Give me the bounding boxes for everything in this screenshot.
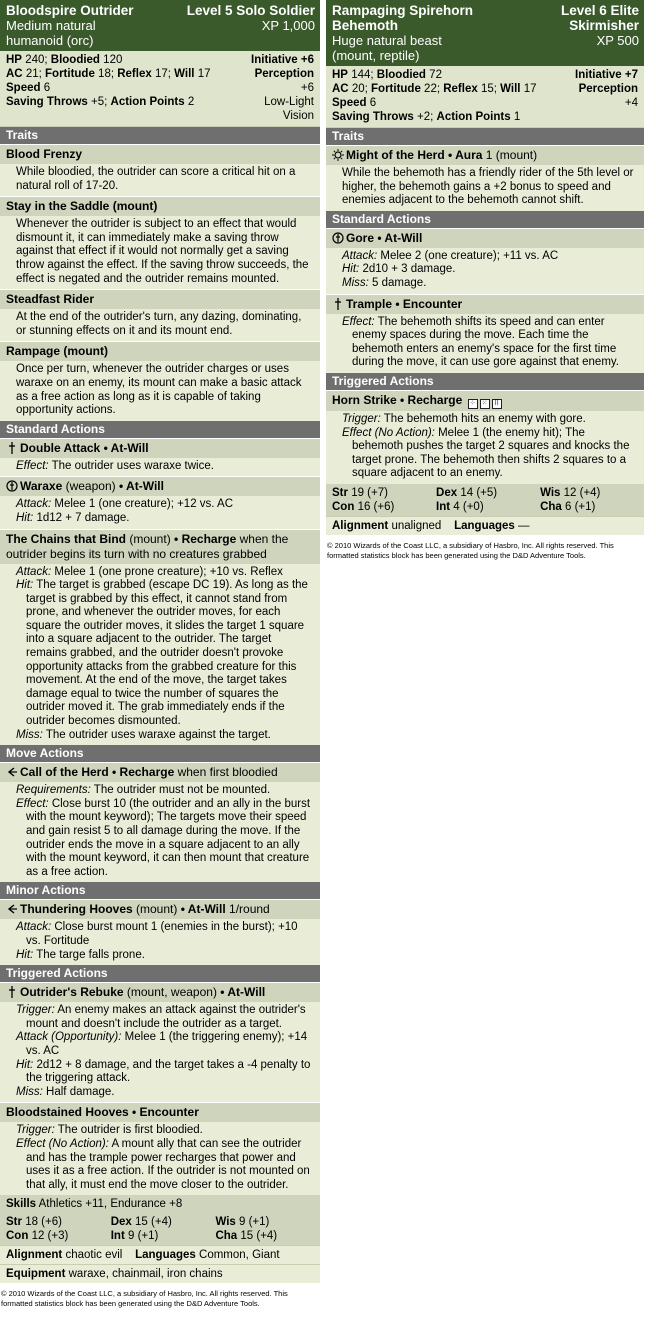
standard-actions-section: Standard Actions [326, 211, 644, 228]
speed: Speed 6 [6, 82, 51, 94]
melee-icon [332, 232, 344, 244]
ability-scores: Str 19 (+7) Dex 14 (+5) Wis 12 (+4) Con 16 (+6) Int 4 (+0) Cha 6 (+1) [326, 484, 644, 516]
initiative: Initiative +7 [575, 69, 638, 81]
trait-text: While bloodied, the outrider can score a critical hit on a natural roll of 17-20. [0, 164, 320, 196]
trait-might-of-the-herd: Might of the Herd • Aura 1 (mount) [326, 145, 644, 165]
perception-label: Perception [254, 68, 314, 80]
trait-name: Blood Frenzy [0, 144, 320, 164]
trait-name: Stay in the Saddle (mount) [0, 196, 320, 216]
perception-value: +6 [300, 82, 314, 94]
die-6-icon: ⠿ [492, 399, 502, 409]
perception-value: +4 [624, 97, 638, 109]
trait-text: Whenever the outrider is subject to an effect that would dismount it, it can immediately make a saving throw against that effect if it would not normally get a saving throw against the effect. If the saving throw succeeds, the effect is negated and the outrider remains mounted. [0, 216, 320, 289]
melee-basic-icon [6, 986, 18, 998]
melee-icon [6, 480, 18, 492]
outrider-stats [0, 51, 320, 127]
power-horn-strike: Horn Strike • Recharge ⁘ ⁙ ⠿ [326, 390, 644, 411]
trait-text: At the end of the outrider's turn, any dazing, dominating, or stunning effects on it and its mount end. [0, 309, 320, 341]
hp-line: HP 240; Bloodied 120 [6, 54, 123, 66]
skills-line: Skills Athletics +11, Endurance +8 [0, 1195, 320, 1213]
creature-role: Skirmisher [569, 18, 639, 33]
power-call-of-the-herd: Call of the Herd • Recharge when first bloodied [0, 762, 320, 782]
power-thundering-hooves: Thundering Hooves (mount) • At-Will 1/round [0, 899, 320, 919]
close-burst-icon [6, 903, 18, 915]
move-actions-section: Move Actions [0, 745, 320, 762]
aura-icon [332, 149, 344, 161]
creature-type: Huge natural beast [332, 33, 442, 48]
creature-name: Rampaging Spirehorn [332, 3, 474, 18]
power-double-attack: Double Attack • At-Will [0, 438, 320, 458]
die-5-icon: ⁙ [480, 399, 490, 409]
melee-basic-icon [6, 442, 18, 454]
triggered-actions-section: Triggered Actions [0, 965, 320, 982]
trait-text: While the behemoth has a friendly rider of the 5th level or higher, the behemoth gains a +2 bonus to speed and enemies adjacent to the behemoth cannot shift. [326, 165, 644, 211]
creature-name: Bloodspire Outrider [6, 3, 134, 18]
hp-line: HP 144; Bloodied 72 [332, 69, 442, 81]
close-burst-icon [6, 766, 18, 778]
trait-text: Once per turn, whenever the outrider charges or uses waraxe on an enemy, its mount can make a basic attack as a free action as long as it is capable of taking opportunity actions. [0, 361, 320, 420]
creature-type-line2: (mount, reptile) [332, 48, 420, 63]
outrider-header [0, 0, 320, 51]
speed: Speed 6 [332, 97, 377, 109]
initiative: Initiative +6 [251, 54, 314, 66]
outrider-stat-block: Bloodspire Outrider Level 5 Solo Soldier Medium natural XP 1,000 humanoid (orc) HP 240; Bloodied 120 Initiative +6 AC 21; Fortitude 18; Reflex 17; Will 17 Perception Speed 6 +6 Saving Throws +5; Action Points 2 Low-Light Vision Traits Blood Frenzy While bloodied, the outrider can score a critical hit on a natural roll of 17-20. Stay in the Saddle (mount) Whenever the outrider is subject to an effect that would dismount it, it can immediately make a saving throw against that effect if it would not normally get a saving throw against the effect. If the saving throw succeeds, the effect is negated and the outrider remains mounted. Steadfast Rider At the end of the outrider's turn, any dazing, dominating, or stunning effects on it and its mount end. Rampage (mount) Once per turn, whenever the outrider charges or uses waraxe on an enemy, its mount can make a basic attack as a free action as long as it is capable of taking opportunity actions. Standard Actions Double Attack • At-Will Effect: The outrider uses waraxe twice. Waraxe (weapon) • At-Will Attack: Melee 1 (one creature); +12 vs. AC Hit: 1d12 + 7 damage. The Chains that Bind (mount) • Recharge when the outrider begins its turn with no creatures grabbed Attack: Melee 1 (one prone creature); +10 vs. Reflex Hit: The target is grabbed (escape DC 19). As long as the target is grabbed by this effect, it cannot stand from prone, and whenever the outrider moves, for each square the outrider moves, it slides the target 1 square into a square adjacent to the outrider. The target remains grabbed, and the outrider doesn't provoke opportunity attacks from the grabbed creature for this movement. At the end of the move, the target takes damage equal to twice the number of squares the outrider moved it. The grab immediately ends if the outrider becomes dismounted. Miss: The outrider uses waraxe against the target. Move Actions Call of the Herd • Recharge when first bloodied Requirements: The outrider must not be mounted. Effect: Close burst 10 (the outrider and an ally in the burst with the mount keyword); The targets move their speed and gain resist 5 to all damage during the move. If the outrider ends the move in a square adjacent to an ally with the mount keyword, it can then mount that creature as a free action. Minor Actions Thundering Hooves (mount) • At-Will 1/round Attack: Close burst mount 1 (enemies in the burst); +10 vs. Fortitude Hit: The targe falls prone. Triggered Actions Outrider's Rebuke (mount, weapon) • At-Will Trigger: An enemy makes an attack against the outrider's mount and doesn't include the outrider as a target. Attack (Opportunity): Melee 1 (the triggering enemy); +14 vs. AC Hit: 2d12 + 8 damage, and the target takes a -4 penalty to the triggering attack. Miss: Half damage. Bloodstained Hooves • Encounter Trigger: The outrider is first bloodied. Effect (No Action): A mount ally that can see the outrider and has the trample power recharges that power and uses it as a free action. If the outrider is not mounted on that ally, it must end the move closer to the outrider. Skills Athletics +11, Endurance +8 Str 18 (+6) Dex 15 (+4) Wis 9 (+1) Con 12 (+3) Int 9 (+1) Cha 15 (+4) Alignment chaotic evil Languages Common, Giant Equipment waraxe, chainmail, iron chains © 2010 Wizards of the Coast LLC, a subsidiary of Hasbro, Inc. All rights reserved. This formatted statistics block has been generated using the D&D Adventure Tools. [0, 0, 320, 1309]
power-trample: Trample • Encounter [326, 294, 644, 314]
creature-type: Medium natural [6, 18, 96, 33]
equipment-line: Equipment waraxe, chainmail, iron chains [0, 1264, 320, 1283]
saves: Saving Throws +2; Action Points 1 [332, 111, 521, 123]
creature-level: Level 5 Solo Soldier [186, 3, 315, 18]
alignment-line: Alignment unaligned Languages — [326, 516, 644, 535]
senses-2: Vision [282, 110, 314, 122]
behemoth-stats [326, 66, 644, 128]
perception-label: Perception [578, 83, 638, 95]
triggered-actions-section: Triggered Actions [326, 373, 644, 390]
traits-section: Traits [0, 127, 320, 144]
creature-xp: XP 500 [596, 33, 639, 48]
senses: Low-Light [264, 96, 314, 108]
power-bloodstained-hooves: Bloodstained Hooves • Encounter [0, 1102, 320, 1122]
trait-name: Rampage (mount) [0, 341, 320, 361]
trait-name: Steadfast Rider [0, 289, 320, 309]
creature-type-line2: humanoid (orc) [6, 33, 94, 48]
defenses: AC 20; Fortitude 22; Reflex 15; Will 17 [332, 83, 537, 95]
defenses: AC 21; Fortitude 18; Reflex 17; Will 17 [6, 68, 211, 80]
traits-section: Traits [326, 128, 644, 145]
power-outriders-rebuke: Outrider's Rebuke (mount, weapon) • At-Will [0, 982, 320, 1002]
power-chains-that-bind: The Chains that Bind (mount) • Recharge when the outrider begins its turn with no creatures grabbed [0, 529, 320, 564]
copyright-notice: © 2010 Wizards of the Coast LLC, a subsidiary of Hasbro, Inc. All rights reserved. This formatted statistics block has been generated using the D&D Adventure Tools. [327, 540, 614, 560]
melee-basic-icon [332, 298, 344, 310]
saves: Saving Throws +5; Action Points 2 [6, 96, 195, 108]
creature-xp: XP 1,000 [261, 18, 315, 33]
behemoth-stat-block: Rampaging Spirehorn Level 6 Elite Behemoth Skirmisher Huge natural beast XP 500 (mount, reptile) HP 144; Bloodied 72 Initiative +7 AC 20; Fortitude 22; Reflex 15; Will 17 Perception Speed 6 +4 Saving Throws +2; Action Points 1 Traits Might of the Herd • Aura 1 (mount) While the behemoth has a friendly rider of the 5th level or higher, the behemoth gains a +2 bonus to speed and enemies adjacent to the behemoth cannot shift. Standard Actions Gore • At-Will Attack: Melee 2 (one creature); +11 vs. AC Hit: 2d10 + 3 damage. Miss: 5 damage. Trample • Encounter Effect: The behemoth shifts its speed and can enter enemy spaces during the move. Each time the behemoth enters an enemy's space for the first time during the move, it can use gore against that enemy. Triggered Actions Horn Strike • Recharge ⁘ ⁙ ⠿ Trigger: The behemoth hits an enemy with gore. Effect (No Action): Melee 1 (the enemy hit); The behemoth pushes the target 2 squares and knocks the target prone. The behemoth then shifts 2 squares to a square adjacent to an enemy. Str 19 (+7) Dex 14 (+5) Wis 12 (+4) Con 16 (+6) Int 4 (+0) Cha 6 (+1) Alignment unaligned Languages — © 2010 Wizards of the Coast LLC, a subsidiary of Hasbro, Inc. All rights reserved. This formatted statistics block has been generated using the D&D Adventure Tools. [326, 0, 644, 561]
power-gore: Gore • At-Will [326, 228, 644, 248]
standard-actions-section: Standard Actions [0, 421, 320, 438]
behemoth-header [326, 0, 644, 66]
creature-name-line2: Behemoth [332, 18, 399, 33]
ability-scores: Str 18 (+6) Dex 15 (+4) Wis 9 (+1) Con 12 (+3) Int 9 (+1) Cha 15 (+4) [0, 1213, 320, 1245]
creature-level: Level 6 Elite [560, 3, 639, 18]
die-4-icon: ⁘ [468, 399, 478, 409]
copyright-notice: © 2010 Wizards of the Coast LLC, a subsidiary of Hasbro, Inc. All rights reserved. This formatted statistics block has been generated using the D&D Adventure Tools. [1, 1289, 288, 1309]
minor-actions-section: Minor Actions [0, 882, 320, 899]
power-waraxe: Waraxe (weapon) • At-Will [0, 476, 320, 496]
alignment-line: Alignment chaotic evil Languages Common, Giant [0, 1245, 320, 1264]
